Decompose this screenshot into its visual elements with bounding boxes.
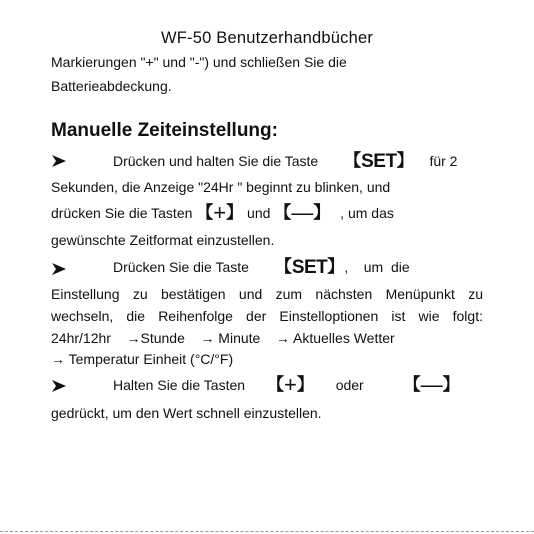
set-key-label: 【SET】: [344, 151, 414, 172]
step1-text: Drücken und halten Sie die Taste: [113, 153, 319, 169]
step2-line-3: wechseln, die Reihenfolge der Einstelloptionen ist wie folgt:: [51, 308, 483, 324]
minus-key-label: 【—】: [403, 372, 460, 397]
step2-line-1: Drücken Sie die Taste 【SET】, um die: [113, 257, 410, 278]
step3-line-1: Halten Sie die Tasten 【+】 oder 【—】: [113, 372, 460, 397]
step1-text-after: für 2: [429, 153, 458, 169]
plus-key-label: 【+】: [266, 372, 314, 397]
step1-line-1: [113, 151, 457, 172]
page-title: WF-50 Benutzerhandbücher: [160, 29, 374, 47]
set-key-label: 【SET】: [274, 257, 345, 278]
step2-line-5: → Temperatur Einheit (°C/°F): [51, 351, 234, 367]
page-divider: [0, 531, 534, 532]
section-heading: Manuelle Zeiteinstellung:: [51, 120, 278, 141]
step2-line-4: 24hr/12hr →Stunde → Minute → Aktuelles Wetter: [51, 330, 395, 346]
step3-line-2: gedrückt, um den Wert schnell einzustellen.: [51, 405, 322, 421]
step1-line-3: drücken Sie die Tasten 【+】 und 【—】 , um das: [51, 200, 394, 225]
plus-key-label: 【+】: [196, 200, 244, 225]
step2-line-2: Einstellung zu bestätigen und zum nächsten Menüpunkt zu: [51, 286, 483, 302]
intro-line-2: Batterieabdeckung.: [51, 78, 172, 94]
arrow-bullet-icon: [52, 155, 66, 167]
arrow-bullet-icon: [52, 380, 66, 392]
step1-line-2: Sekunden, die Anzeige "24Hr " beginnt zu blinken, und: [51, 179, 391, 195]
intro-line-1: Markierungen "+" und "-") und schließen Sie die: [51, 54, 347, 70]
minus-key-label: 【—】: [274, 200, 331, 225]
step1-line-4: gewünschte Zeitformat einzustellen.: [51, 232, 275, 248]
arrow-bullet-icon: [52, 263, 66, 275]
